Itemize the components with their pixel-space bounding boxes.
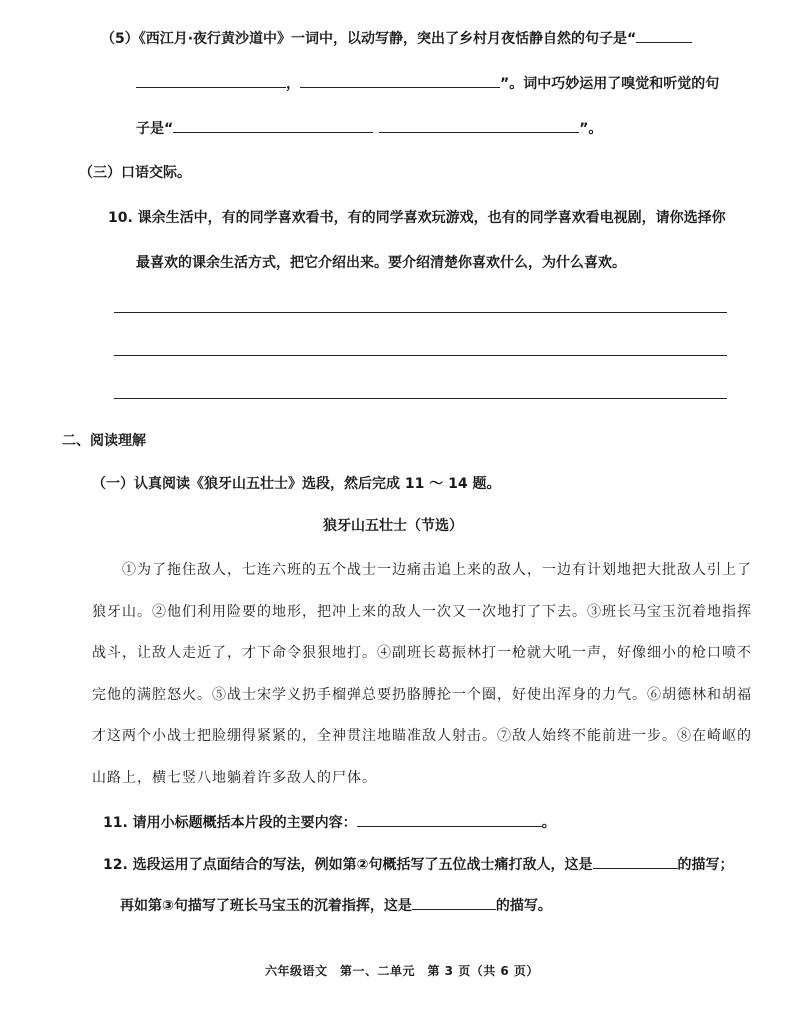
answer-line[interactable] — [114, 355, 727, 356]
q5-line2: ， ”。词中巧妙运用了嗅觉和听觉的句 — [136, 73, 719, 94]
passage-title: 狼牙山五壮士（节选） — [323, 518, 463, 534]
answer-blank[interactable] — [173, 118, 373, 133]
answer-blank[interactable] — [300, 73, 500, 88]
answer-line[interactable] — [114, 398, 727, 399]
page-footer: 六年级语文 第一、二单元 第 3 页（共 6 页） — [265, 964, 539, 978]
answer-blank[interactable] — [636, 28, 692, 43]
answer-blank[interactable] — [379, 118, 579, 133]
passage-line: 山路上，横七竖八地躺着许多敌人的尸体。 — [92, 770, 377, 786]
answer-blank[interactable] — [357, 812, 542, 827]
passage-line: 完他的满腔怒火。⑤战士宋学义扔手榴弹总要扔胳膊抡一个圈，好使出浑身的力气。⑥胡德林和胡福 — [92, 687, 752, 703]
reading-instruction: （一）认真阅读《狼牙山五壮士》选段，然后完成 11 ～ 14 题。 — [92, 476, 501, 492]
passage-line: ①为了拖住敌人，七连六班的五个战士一边痛击追上来的敌人，一边有计划地把大批敌人引上了 — [122, 562, 752, 578]
answer-blank[interactable] — [412, 895, 496, 910]
q12-line1: 12. 选段运用了点面结合的写法，例如第②句概括写了五位战士痛打敌人，这是 的描写； — [103, 854, 734, 875]
q5-line1: （5）《西江月·夜行黄沙道中》一词中，以动写静，突出了乡村月夜恬静自然的句子是“ — [101, 28, 692, 49]
passage-line: 才这两个小战士把脸绷得紧紧的，全神贯注地瞄准敌人射击。⑦敌人始终不能前进一步。⑧在崎岖的 — [92, 728, 752, 744]
answer-line[interactable] — [114, 312, 727, 313]
q12-line2: 再如第③句描写了班长马宝玉的沉着指挥，这是 的描写。 — [120, 895, 552, 916]
part-heading-reading: 二、阅读理解 — [62, 433, 146, 449]
answer-blank[interactable] — [136, 73, 286, 88]
passage-line: 狼牙山。②他们利用险要的地形，把冲上来的敌人一次又一次地打了下去。③班长马宝玉沉着地指挥 — [92, 604, 752, 620]
q10-line1: 10. 课余生活中，有的同学喜欢看书，有的同学喜欢玩游戏，也有的同学喜欢看电视剧，请你选择你 — [108, 210, 726, 226]
answer-blank[interactable] — [593, 854, 678, 869]
q5-line3: 子是“ ”。 — [136, 118, 602, 139]
section-heading-oral: （三）口语交际。 — [79, 165, 191, 181]
passage-line: 战斗，让敌人走近了，才下命令狠狠地打。④副班长葛振林打一枪就大吼一声，好像细小的枪口喷不 — [92, 645, 752, 661]
q10-line2: 最喜欢的课余生活方式，把它介绍出来。要介绍清楚你喜欢什么，为什么喜欢。 — [136, 255, 626, 271]
q11: 11. 请用小标题概括本片段的主要内容： 。 — [103, 812, 556, 833]
